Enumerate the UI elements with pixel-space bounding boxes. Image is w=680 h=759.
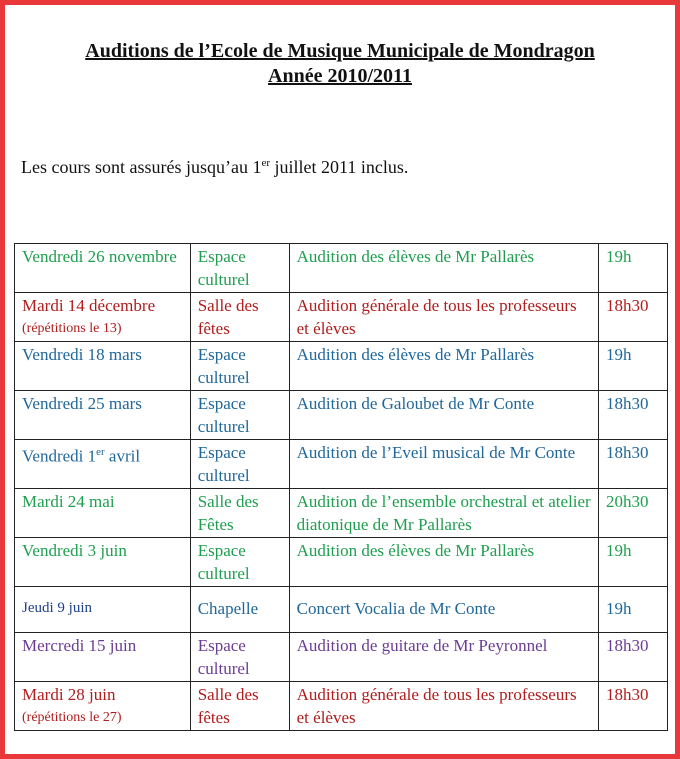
intro-text <box>21 157 408 178</box>
event-cell: Audition de Galoubet de Mr Conte <box>289 391 598 440</box>
date-cell: Vendredi 3 juin <box>15 538 191 587</box>
table-row <box>15 293 668 342</box>
table-row <box>15 489 668 538</box>
date-cell: Mardi 24 mai <box>15 489 191 538</box>
intro-text-start: Les cours sont assurés jusqu’au 1 <box>21 157 262 177</box>
event-cell: Audition générale de tous les professeurs et élèves <box>289 293 598 342</box>
event-cell: Audition de l’Eveil musical de Mr Conte <box>289 440 598 489</box>
rehearsal-note: (répétitions le 13) <box>22 321 122 336</box>
intro-superscript: er <box>261 157 271 169</box>
page-title <box>5 39 675 89</box>
table-row <box>15 342 668 391</box>
date-cell <box>15 440 191 489</box>
place-cell: Salle des fêtes <box>190 293 289 342</box>
time-cell: 19h <box>599 244 668 293</box>
date-cell <box>15 682 191 731</box>
place-cell: Salle des Fêtes <box>190 489 289 538</box>
time-cell: 18h30 <box>599 391 668 440</box>
date-cell: Mercredi 15 juin <box>15 633 191 682</box>
table-row <box>15 633 668 682</box>
place-cell: Chapelle <box>190 587 289 633</box>
table-row <box>15 682 668 731</box>
table-row <box>15 244 668 293</box>
event-cell: Audition des élèves de Mr Pallarès <box>289 244 598 293</box>
place-cell: Espace culturel <box>190 440 289 489</box>
place-cell: Espace culturel <box>190 391 289 440</box>
time-cell: 18h30 <box>599 440 668 489</box>
date-cell: Vendredi 26 novembre <box>15 244 191 293</box>
table-row <box>15 587 668 633</box>
event-cell: Audition des élèves de Mr Pallarès <box>289 342 598 391</box>
schedule-table <box>14 243 668 731</box>
date-cell: Vendredi 18 mars <box>15 342 191 391</box>
place-cell: Espace culturel <box>190 538 289 587</box>
event-cell: Audition générale de tous les professeurs et élèves <box>289 682 598 731</box>
time-cell: 18h30 <box>599 293 668 342</box>
date-text: Mardi 28 juin <box>22 685 116 704</box>
time-cell: 19h <box>599 587 668 633</box>
intro-text-end: juillet 2011 inclus. <box>270 157 409 177</box>
event-cell: Audition de guitare de Mr Peyronnel <box>289 633 598 682</box>
date-text-start: Vendredi 1 <box>22 446 97 466</box>
date-text: Mardi 14 décembre <box>22 296 156 315</box>
date-superscript: er <box>96 446 105 458</box>
place-cell: Espace culturel <box>190 244 289 293</box>
place-cell: Salle des fêtes <box>190 682 289 731</box>
place-cell: Espace culturel <box>190 633 289 682</box>
time-cell: 20h30 <box>599 489 668 538</box>
time-cell: 18h30 <box>599 682 668 731</box>
event-cell: Audition des élèves de Mr Pallarès <box>289 538 598 587</box>
place-cell: Espace culturel <box>190 342 289 391</box>
table-row <box>15 538 668 587</box>
date-cell: Jeudi 9 juin <box>15 587 191 633</box>
time-cell: 19h <box>599 342 668 391</box>
title-line-2: Année 2010/2011 <box>268 65 412 87</box>
event-cell: Audition de l’ensemble orchestral et atelier diatonique de Mr Pallarès <box>289 489 598 538</box>
event-cell: Concert Vocalia de Mr Conte <box>289 587 598 633</box>
rehearsal-note: (répétitions le 27) <box>22 710 122 725</box>
date-cell <box>15 293 191 342</box>
title-line-1: Auditions de l’Ecole de Musique Municipale de Mondragon <box>85 40 595 62</box>
table-row <box>15 391 668 440</box>
table-row <box>15 440 668 489</box>
date-text-end: avril <box>104 446 141 466</box>
date-cell: Vendredi 25 mars <box>15 391 191 440</box>
time-cell: 19h <box>599 538 668 587</box>
time-cell: 18h30 <box>599 633 668 682</box>
